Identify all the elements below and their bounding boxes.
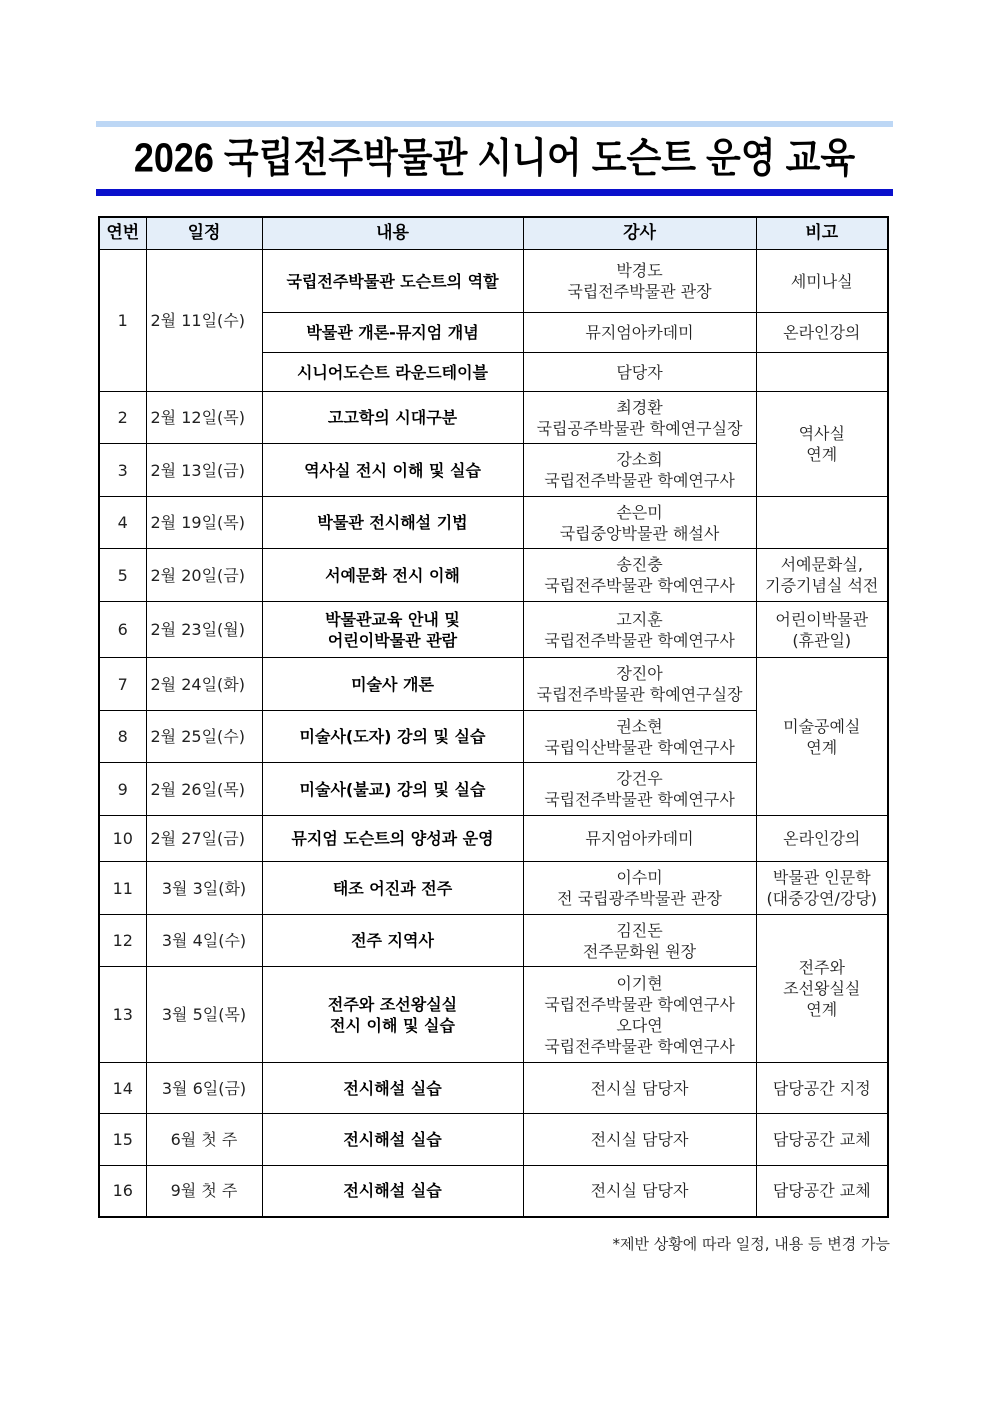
title-bottom-rule bbox=[96, 189, 893, 196]
table-row bbox=[99, 1063, 888, 1114]
table-row bbox=[99, 250, 888, 313]
row-instructor: 박경도 국립전주박물관 관장 bbox=[523, 250, 756, 313]
row-content: 역사실 전시 이해 및 실습 bbox=[262, 444, 523, 497]
row-content: 전시해설 실습 bbox=[262, 1114, 523, 1166]
table-row bbox=[99, 915, 888, 967]
row-date: 2월 13일(금) bbox=[146, 444, 262, 497]
row-date: 3월 3일(화) bbox=[146, 862, 262, 915]
table-header-row bbox=[99, 217, 888, 250]
row-note: 세미나실 bbox=[756, 250, 888, 313]
row-no: 2 bbox=[99, 392, 146, 444]
row-instructor: 권소현 국립익산박물관 학예연구사 bbox=[523, 711, 756, 763]
header-instructor: 강사 bbox=[523, 217, 756, 250]
row-content: 박물관 전시해설 기법 bbox=[262, 497, 523, 549]
row-content: 시니어도슨트 라운드테이블 bbox=[262, 353, 523, 392]
header-content: 내용 bbox=[262, 217, 523, 250]
row-note: 온라인강의 bbox=[756, 816, 888, 862]
row-content: 전시해설 실습 bbox=[262, 1166, 523, 1217]
row-note: 담당공간 지정 bbox=[756, 1063, 888, 1114]
row-no: 8 bbox=[99, 711, 146, 763]
row-no: 11 bbox=[99, 862, 146, 915]
table-row bbox=[99, 862, 888, 915]
row-note: 온라인강의 bbox=[756, 313, 888, 353]
row-no: 15 bbox=[99, 1114, 146, 1166]
row-instructor: 전시실 담당자 bbox=[523, 1114, 756, 1166]
row-instructor: 강건우 국립전주박물관 학예연구사 bbox=[523, 763, 756, 816]
row-no: 4 bbox=[99, 497, 146, 549]
education-schedule-table bbox=[98, 216, 889, 1218]
row-instructor: 담당자 bbox=[523, 353, 756, 392]
row-date: 2월 11일(수) bbox=[146, 250, 262, 392]
row-content: 국립전주박물관 도슨트의 역할 bbox=[262, 250, 523, 313]
row-note: 담당공간 교체 bbox=[756, 1166, 888, 1217]
row-date: 2월 12일(목) bbox=[146, 392, 262, 444]
row-no: 7 bbox=[99, 658, 146, 711]
row-no: 6 bbox=[99, 602, 146, 658]
table-row bbox=[99, 497, 888, 549]
row-no: 14 bbox=[99, 1063, 146, 1114]
row-note: 담당공간 교체 bbox=[756, 1114, 888, 1166]
table-row bbox=[99, 816, 888, 862]
row-date: 2월 26일(목) bbox=[146, 763, 262, 816]
row-no: 1 bbox=[99, 250, 146, 392]
row-instructor: 뮤지엄아카데미 bbox=[523, 816, 756, 862]
row-no: 3 bbox=[99, 444, 146, 497]
header-note: 비고 bbox=[756, 217, 888, 250]
header-date: 일정 bbox=[146, 217, 262, 250]
footnote: *제반 상황에 따라 일정, 내용 등 변경 가능 bbox=[612, 1235, 890, 1253]
row-note: 박물관 인문학 (대중강연/강당) bbox=[756, 862, 888, 915]
row-date: 6월 첫 주 bbox=[146, 1114, 262, 1166]
row-date: 2월 20일(금) bbox=[146, 549, 262, 602]
row-content: 고고학의 시대구분 bbox=[262, 392, 523, 444]
row-note: 역사실 연계 bbox=[756, 392, 888, 497]
row-date: 2월 19일(목) bbox=[146, 497, 262, 549]
row-content: 태조 어진과 전주 bbox=[262, 862, 523, 915]
row-content: 전시해설 실습 bbox=[262, 1063, 523, 1114]
row-content: 미술사(불교) 강의 및 실습 bbox=[262, 763, 523, 816]
table-row bbox=[99, 549, 888, 602]
row-note: 미술공예실 연계 bbox=[756, 658, 888, 816]
row-instructor: 고지훈 국립전주박물관 학예연구사 bbox=[523, 602, 756, 658]
page-title: 2026 국립전주박물관 시니어 도슨트 운영 교육 bbox=[133, 134, 856, 181]
row-content: 박물관 개론-뮤지엄 개념 bbox=[262, 313, 523, 353]
row-instructor: 뮤지엄아카데미 bbox=[523, 313, 756, 353]
row-no: 9 bbox=[99, 763, 146, 816]
row-date: 3월 6일(금) bbox=[146, 1063, 262, 1114]
row-no: 12 bbox=[99, 915, 146, 967]
row-note bbox=[756, 353, 888, 392]
row-instructor: 김진돈 전주문화원 원장 bbox=[523, 915, 756, 967]
row-no: 5 bbox=[99, 549, 146, 602]
row-content: 서예문화 전시 이해 bbox=[262, 549, 523, 602]
row-instructor: 전시실 담당자 bbox=[523, 1063, 756, 1114]
row-content: 미술사(도자) 강의 및 실습 bbox=[262, 711, 523, 763]
row-note: 서예문화실, 기증기념실 석전 bbox=[756, 549, 888, 602]
row-date: 2월 27일(금) bbox=[146, 816, 262, 862]
row-no: 13 bbox=[99, 967, 146, 1063]
row-note bbox=[756, 497, 888, 549]
table-row bbox=[99, 658, 888, 711]
row-instructor: 송진충 국립전주박물관 학예연구사 bbox=[523, 549, 756, 602]
row-note: 어린이박물관 (휴관일) bbox=[756, 602, 888, 658]
row-date: 9월 첫 주 bbox=[146, 1166, 262, 1217]
row-date: 2월 23일(월) bbox=[146, 602, 262, 658]
row-instructor: 최경환 국립공주박물관 학예연구실장 bbox=[523, 392, 756, 444]
row-instructor: 강소희 국립전주박물관 학예연구사 bbox=[523, 444, 756, 497]
row-date: 3월 4일(수) bbox=[146, 915, 262, 967]
table-row bbox=[99, 1114, 888, 1166]
row-date: 2월 25일(수) bbox=[146, 711, 262, 763]
row-content: 박물관교육 안내 및 어린이박물관 관람 bbox=[262, 602, 523, 658]
row-instructor: 이수미 전 국립광주박물관 관장 bbox=[523, 862, 756, 915]
table-row bbox=[99, 1166, 888, 1217]
row-instructor: 장진아 국립전주박물관 학예연구실장 bbox=[523, 658, 756, 711]
row-date: 2월 24일(화) bbox=[146, 658, 262, 711]
table-row bbox=[99, 392, 888, 444]
table-row bbox=[99, 602, 888, 658]
row-note: 전주와 조선왕실실 연계 bbox=[756, 915, 888, 1063]
row-no: 10 bbox=[99, 816, 146, 862]
header-no: 연번 bbox=[99, 217, 146, 250]
row-no: 16 bbox=[99, 1166, 146, 1217]
row-date: 3월 5일(목) bbox=[146, 967, 262, 1063]
row-content: 전주와 조선왕실실 전시 이해 및 실습 bbox=[262, 967, 523, 1063]
row-content: 미술사 개론 bbox=[262, 658, 523, 711]
row-content: 전주 지역사 bbox=[262, 915, 523, 967]
row-instructor: 이기현 국립전주박물관 학예연구사 오다연 국립전주박물관 학예연구사 bbox=[523, 967, 756, 1063]
row-instructor: 전시실 담당자 bbox=[523, 1166, 756, 1217]
row-instructor: 손은미 국립중앙박물관 해설사 bbox=[523, 497, 756, 549]
row-content: 뮤지엄 도슨트의 양성과 운영 bbox=[262, 816, 523, 862]
